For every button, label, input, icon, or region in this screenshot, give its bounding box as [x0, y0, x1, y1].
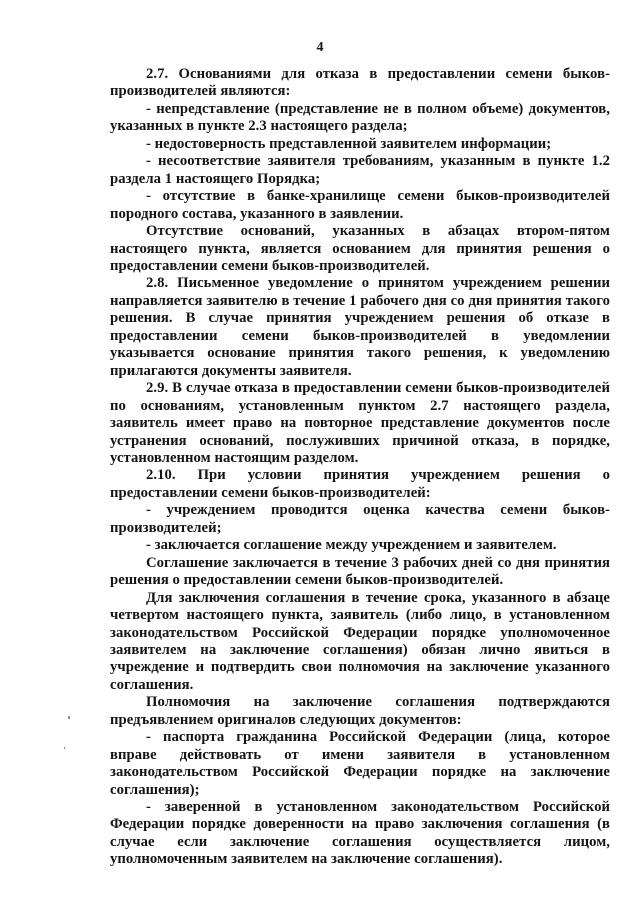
paragraph-agreement-conclusion: Для заключения соглашения в течение срока, указанного в абзаце четвертом настоящего пункта, заявитель (либо лицо, в установленном законодательством Российской Федерации порядке уполномоченное заявителем на заключение соглашения) обязан лично явиться в учреждение и подтвердить свои полномочия на заключение указанного соглашения.	[110, 589, 610, 693]
document-body	[110, 66, 610, 869]
paragraph-agreement-term: Соглашение заключается в течение 3 рабочих дней со дня принятия решения о предоставлении семени быков-производителей.	[110, 554, 610, 589]
paragraph-2-7: 2.7. Основаниями для отказа в предоставлении семени быков-производителей являются:	[110, 66, 610, 100]
list-item-passport: - паспорта гражданина Российской Федерации (лица, которое вправе действовать от имени заявителя в установленном законодательством Российской Федерации порядке на заключение соглашения);	[110, 729, 610, 798]
list-item-quality-assessment: - учреждением проводится оценка качества семени быков-производителей;	[110, 502, 610, 536]
list-item-agreement: - заключается соглашение между учреждением и заявителем.	[146, 537, 557, 554]
page-number: 4	[316, 40, 324, 55]
scan-artifact	[68, 716, 70, 719]
list-item-breed-absent: - отсутствие в банке-хранилище семени быков-производителей породного состава, указанного в заявлении.	[110, 188, 610, 222]
list-item-missing-documents: - непредставление (представление не в полном объеме) документов, указанных в пункте 2.3 настоящего раздела;	[110, 100, 610, 135]
paragraph-2-10: 2.10. При условии принятия учреждением решения о предоставлении семени быков-производителей:	[110, 467, 610, 501]
paragraph-authority-confirmation: Полномочия на заключение соглашения подтверждаются предъявлением оригиналов следующих документов:	[110, 694, 610, 728]
list-item-requirements-mismatch: - несоответствие заявителя требованиям, указанным в пункте 1.2 раздела 1 настоящего Порядка;	[110, 153, 610, 187]
paragraph-2-8: 2.8. Письменное уведомление о принятом учреждением решении направляется заявителю в течение 1 рабочего дня со дня принятия такого решения. В случае принятия учреждением решения об отказе в предоставлении семени быков-производителей в уведомлении указывается основание принятия такого решения, к уведомлению прилагаются документы заявителя.	[110, 275, 610, 379]
list-item-unreliable-info: - недостоверность представленной заявителем информации;	[146, 135, 552, 152]
paragraph-no-grounds: Отсутствие оснований, указанных в абзацах втором-пятом настоящего пункта, является основанием для принятия решения о предоставлении семени быков-производителей.	[110, 223, 610, 274]
scan-artifact	[64, 747, 65, 749]
paragraph-2-9: 2.9. В случае отказа в предоставлении семени быков-производителей по основаниям, установленным пунктом 2.7 настоящего раздела, заявитель имеет право на повторное представление документов после устранения оснований, послуживших причиной отказа, в порядке, установленном настоящим разделом.	[110, 380, 610, 466]
list-item-power-of-attorney: - заверенной в установленном законодательством Российской Федерации порядке доверенности на право заключения соглашения (в случае если заключение соглашения осуществляется лицом, уполномоченным заявителем на заключение соглашения).	[110, 799, 610, 868]
